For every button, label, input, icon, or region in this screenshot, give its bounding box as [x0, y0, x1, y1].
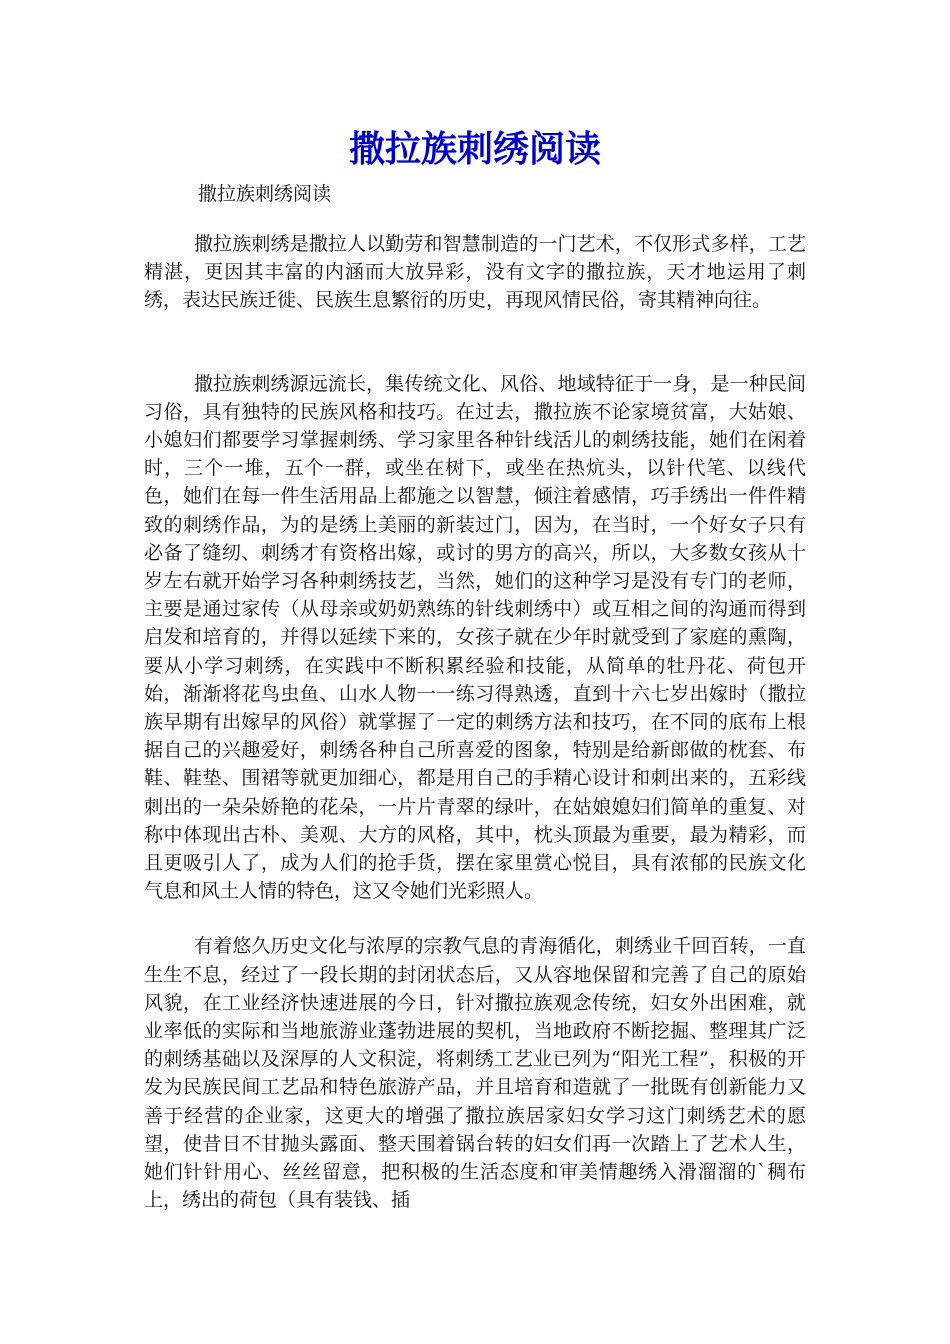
- document-title: 撒拉族刺绣阅读: [348, 128, 601, 170]
- paragraph-development: 有着悠久历史文化与浓厚的宗教气息的青海循化，刺绣业千回百转，一直生生不息，经过了一段长期的封闭状态后，又从容地保留和完善了自己的原始风貌，在工业经济快速进展的今日，针对撒拉族观念传统，妇女外出困难，就业率低的实际和当地旅游业蓬勃进展的契机，当地政府不断挖掘、整理其广泛的刺绣基础以及深厚的人文积淀，将刺绣工艺业已列为“阳光工程”，积极的开发为民族民间工艺品和特色旅游产品，并且培育和造就了一批既有创新能力又善于经营的企业家，这更大的增强了撒拉族居家妇女学习这门刺绣艺术的愿望，使昔日不甘抛头露面、整天围着锅台转的妇女们再一次踏上了艺术人生，她们针针用心、丝丝留意，把积极的生活态度和审美情趣绣入滑溜溜的`稠布上，绣出的荷包（具有装钱、插: [144, 935, 806, 1212]
- document-subtitle: 撒拉族刺绣阅读: [198, 183, 332, 205]
- paragraph-intro: 撒拉族刺绣是撒拉人以勤劳和智慧制造的一门艺术，不仅形式多样，工艺精湛，更因其丰富的内涵而大放异彩，没有文字的撒拉族，天才地运用了刺绣，表达民族迁徙、民族生息繁衍的历史，再现风情民俗，寄其精神向往。: [144, 233, 806, 312]
- paragraph-history: 撒拉族刺绣源远流长，集传统文化、风俗、地域特征于一身，是一种民间习俗，具有独特的民族风格和技巧。在过去，撒拉族不论家境贫富，大姑娘、小媳妇们都要学习掌握刺绣、学习家里各种针线活儿的刺绣技能，她们在闲着时，三个一堆，五个一群，或坐在树下，或坐在热炕头，以针代笔、以线代色，她们在每一件生活用品上都施之以智慧，倾注着感情，巧手绣出一件件精致的刺绣作品，为的是绣上美丽的新装过门，因为，在当时，一个好女子只有必备了缝纫、刺绣才有资格出嫁，或讨的男方的高兴，所以，大多数女孩从十岁左右就开始学习各种刺绣技艺，当然，她们的这种学习是没有专门的老师，主要是通过家传（从母亲或奶奶熟练的针线刺绣中）或互相之间的沟通而得到启发和培育的，并得以延续下来的，女孩子就在少年时就受到了家庭的熏陶，要从小学习刺绣，在实践中不断积累经验和技能，从简单的牡丹花、荷包开始，渐渐将花鸟虫鱼、山水人物一一练习得熟透，直到十六七岁出嫁时（撒拉族早期有出嫁早的风俗）就掌握了一定的刺绣方法和技巧，在不同的底布上根据自己的兴趣爱好，刺绣各种自己所喜爱的图象，特别是给新郎做的枕套、布鞋、鞋垫、围裙等就更加细心，都是用自己的手精心设计和刺出来的，五彩线刺出的一朵朵娇艳的花朵，一片片青翠的绿叶，在姑娘媳妇们简单的重复、对称中体现出古朴、美观、大方的风格，其中，枕头顶最为重要，最为精彩，而且更吸引人了，成为人们的抢手货，摆在家里赏心悦目，具有浓郁的民族文化气息和风土人情的特色，这又令她们光彩照人。: [144, 372, 806, 903]
- document-page: [144, 118, 806, 1215]
